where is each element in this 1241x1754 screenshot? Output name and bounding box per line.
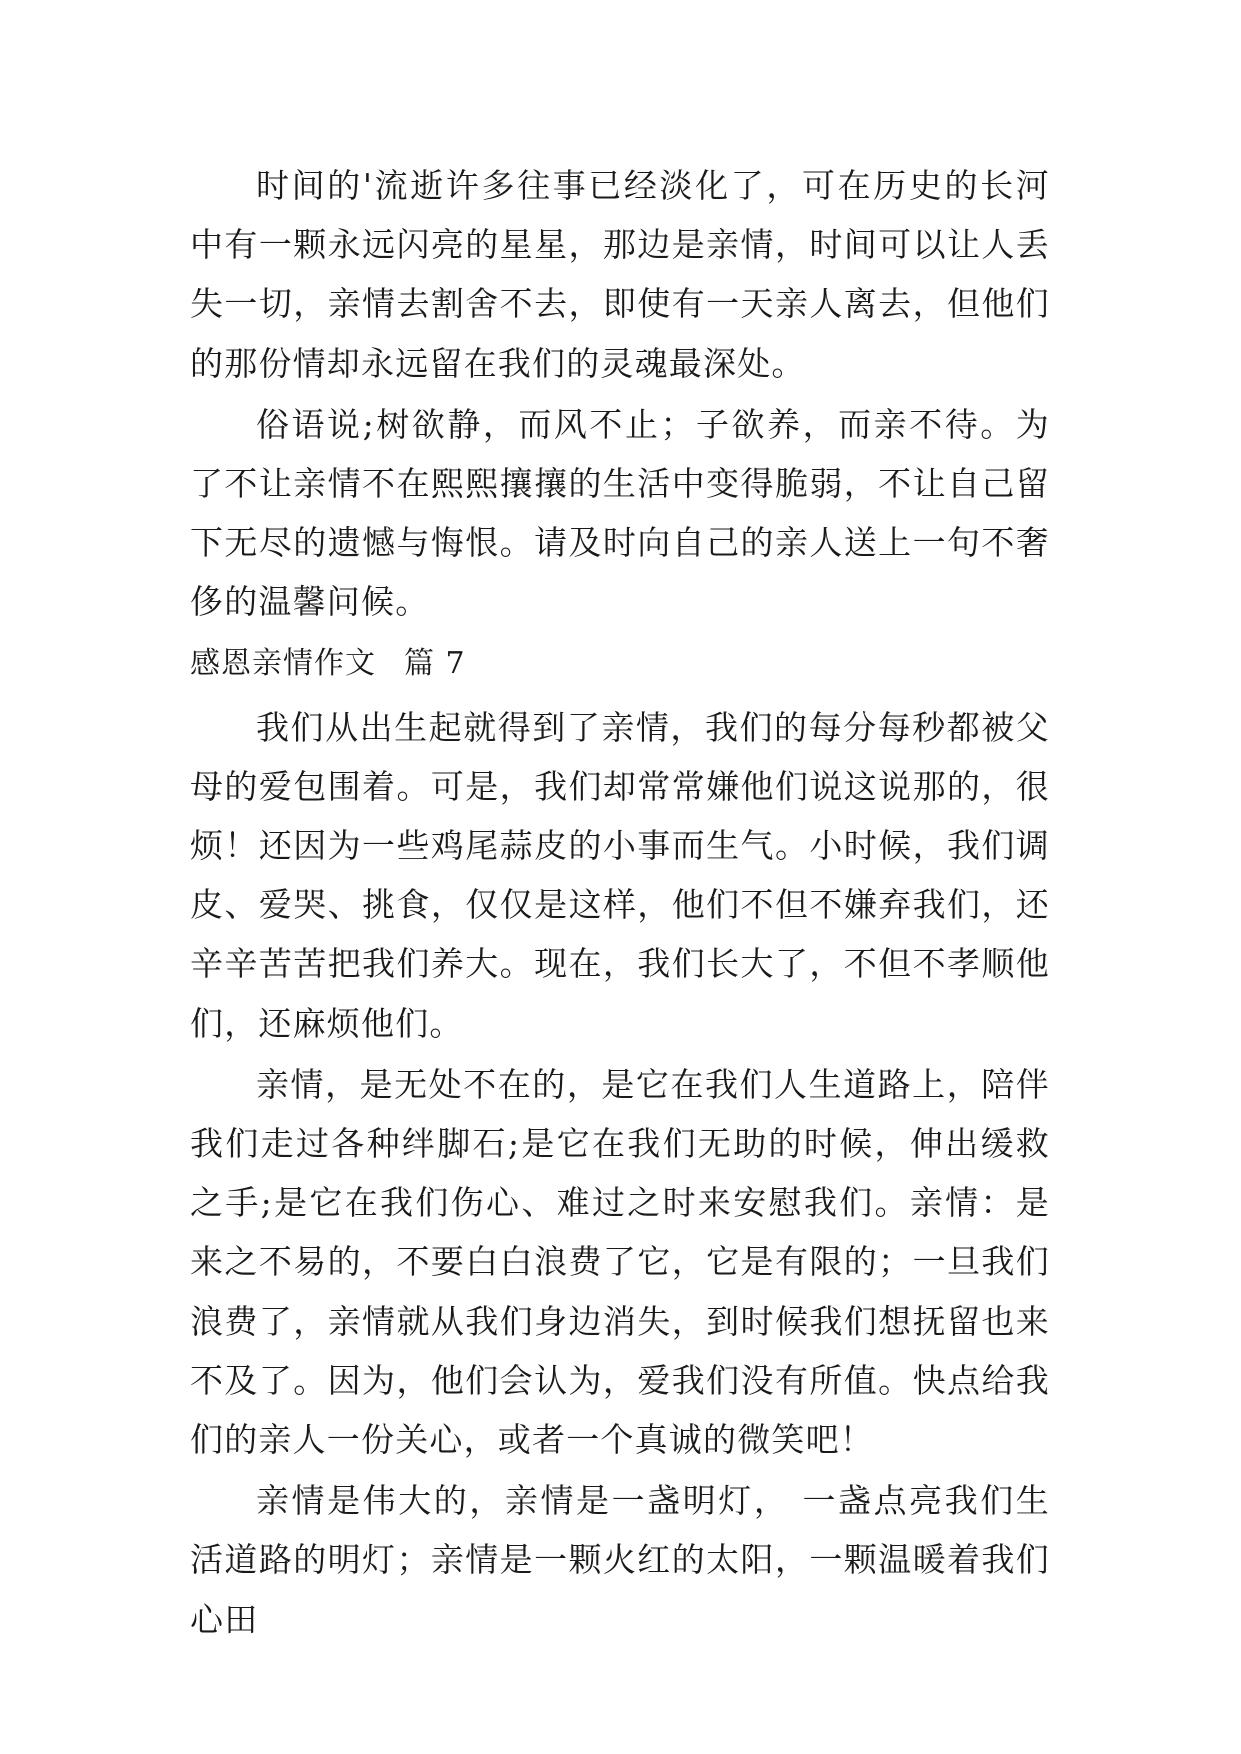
paragraph: 时间的'流逝许多往事已经淡化了，可在历史的长河中有一颗永远闪亮的星星，那边是亲情，时间可以让人丢失一切，亲情去割舍不去，即使有一天亲人离去，但他们的那份情却永远留在我们的灵魂最深处。 xyxy=(190,166,1050,383)
section-heading-title: 感恩亲情作文 xyxy=(190,645,376,681)
paragraph: 俗语说;树欲静，而风不止；子欲养，而亲不待。为了不让亲情不在熙熙攘攘的生活中变得脆弱，不让自己留下无尽的遗憾与悔恨。请及时向自己的亲人送上一句不奢侈的温馨问候。 xyxy=(190,404,1050,622)
paragraph: 我们从出生起就得到了亲情，我们的每分每秒都被父母的爱包围着。可是，我们却常常嫌他们说这说那的，很烦！还因为一些鸡尾蒜皮的小事而生气。小时候，我们调皮、爱哭、挑食，仅仅是这样，他们不但不嫌弃我们，还辛辛苦苦把我们养大。现在，我们长大了，不但不孝顺他们，还麻烦他们。 xyxy=(190,707,1050,1043)
paragraph: 亲情是伟大的，亲情是一盏明灯， 一盏点亮我们生活道路的明灯；亲情是一颗火红的太阳，一颗温暖着我们心田 xyxy=(190,1481,1050,1639)
paragraph: 亲情，是无处不在的，是它在我们人生道路上，陪伴我们走过各种绊脚石;是它在我们无助的时候，伸出缓救之手;是它在我们伤心、难过之时来安慰我们。亲情：是来之不易的，不要白白浪费了它，它是有限的；一旦我们浪费了，亲情就从我们身边消失，到时候我们想抚留也来不及了。因为，他们会认为，爱我们没有所值。快点给我们的亲人一份关心，或者一个真诚的微笑吧！ xyxy=(190,1064,1050,1460)
document-body xyxy=(190,156,1050,1649)
section-heading xyxy=(190,636,1050,692)
section-heading-number: 篇 7 xyxy=(404,645,466,681)
